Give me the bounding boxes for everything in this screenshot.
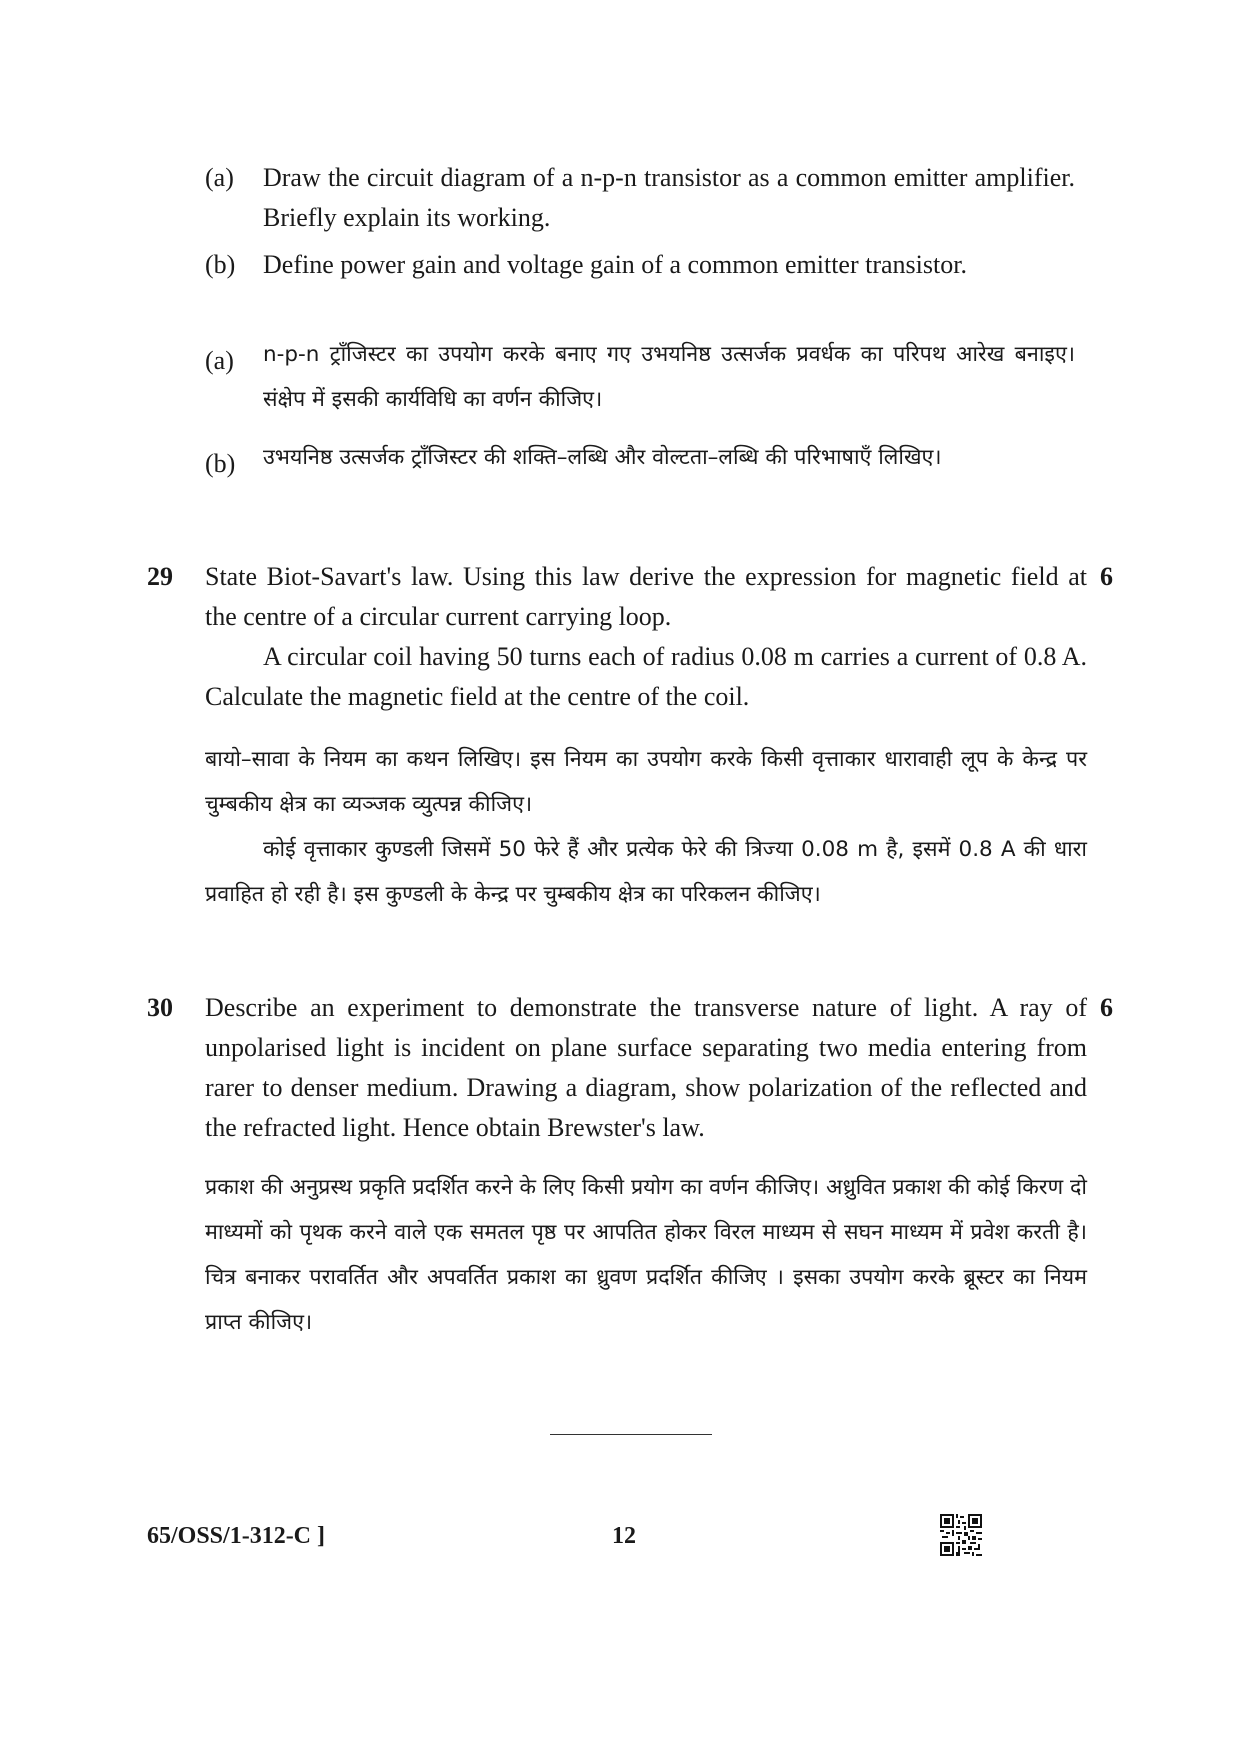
q28-part-a-en-text: Draw the circuit diagram of a n-p-n transistor as a common emitter amplifier. Briefly explain its working. xyxy=(263,163,1075,232)
q29-en-para-1: State Biot-Savart's law. Using this law derive the expression for magnetic field at the centre of a circular current carrying loop. xyxy=(205,562,1087,631)
part-label: (a) xyxy=(205,163,234,192)
q30-hindi xyxy=(205,1165,1087,1345)
q28-part-a-en xyxy=(205,158,1075,238)
q28-part-b-en-text: Define power gain and voltage gain of a common emitter transistor. xyxy=(263,250,967,279)
question-number-29: 29 xyxy=(147,562,173,591)
q29-hi-para-1: बायो–सावा के नियम का कथन लिखिए। इस नियम का उपयोग करके किसी वृत्ताकार धारावाही लूप के केन्द्र पर चुम्बकीय क्षेत्र का व्यञ्जक व्युत्पन्न कीजिए। xyxy=(205,747,1087,817)
q29-hindi xyxy=(205,737,1087,917)
q28-part-a-hi-text: n-p-n ट्रॉंजिस्टर का उपयोग करके बनाए गए उभयनिष्ठ उत्सर्जक प्रवर्धक का परिपथ आरेख बनाइए। संक्षेप में इसकी कार्यविधि का वर्णन कीजिए। xyxy=(263,342,1075,412)
marks-30: 6 xyxy=(1100,993,1113,1022)
part-label: (a) xyxy=(205,346,234,375)
paper-code: 65/OSS/1-312-C ] xyxy=(147,1523,326,1549)
page-number: 12 xyxy=(612,1523,636,1549)
end-divider xyxy=(550,1434,712,1435)
q28-part-b-hi xyxy=(205,435,1075,480)
qr-code-icon xyxy=(940,1514,982,1556)
q28-part-b-en xyxy=(205,245,1075,285)
q30-hi-para-1: प्रकाश की अनुप्रस्थ प्रकृति प्रदर्शित करने के लिए किसी प्रयोग का वर्णन कीजिए। अध्रुवित प्रकाश की कोई किरण दो माध्यमों को पृथक करने वाले एक समतल पृष्ठ पर आपतित होकर विरल माध्यम से सघन माध्यम में प्रवेश करती है। चित्र बनाकर परावर्तित और अपवर्तित प्रकाश का ध्रुवण प्रदर्शित कीजिए । इसका उपयोग करके ब्रूस्टर का नियम प्राप्त कीजिए। xyxy=(205,1175,1087,1335)
q28-part-b-hi-text: उभयनिष्ठ उत्सर्जक ट्रॉंजिस्टर की शक्ति–लब्धि और वोल्टता–लब्धि की परिभाषाएँ लिखिए। xyxy=(263,445,942,470)
q30-en-para-1: Describe an experiment to demonstrate the transverse nature of light. A ray of unpolarised light is incident on plane surface separating two media entering from rarer to denser medium. Drawing a diagram, show polarization of the reflected and the refracted light. Hence obtain Brewster's law. xyxy=(205,993,1087,1142)
marks-29: 6 xyxy=(1100,562,1113,591)
q29-en-para-2: A circular coil having 50 turns each of radius 0.08 m carries a current of 0.8 A. Calculate the magnetic field at the centre of the coil. xyxy=(205,642,1087,711)
q29-english xyxy=(205,557,1087,717)
part-label: (b) xyxy=(205,449,236,478)
part-label: (b) xyxy=(205,250,236,279)
q30-english xyxy=(205,988,1087,1148)
question-number-30: 30 xyxy=(147,993,173,1022)
q29-hi-para-2: कोई वृत्ताकार कुण्डली जिसमें 50 फेरे हैं और प्रत्येक फेरे की त्रिज्या 0.08 m है, इसमें 0.8 A की धारा प्रवाहित हो रही है। इस कुण्डली के केन्द्र पर चुम्बकीय क्षेत्र का परिकलन कीजिए। xyxy=(205,837,1087,907)
q28-part-a-hi xyxy=(205,332,1075,422)
